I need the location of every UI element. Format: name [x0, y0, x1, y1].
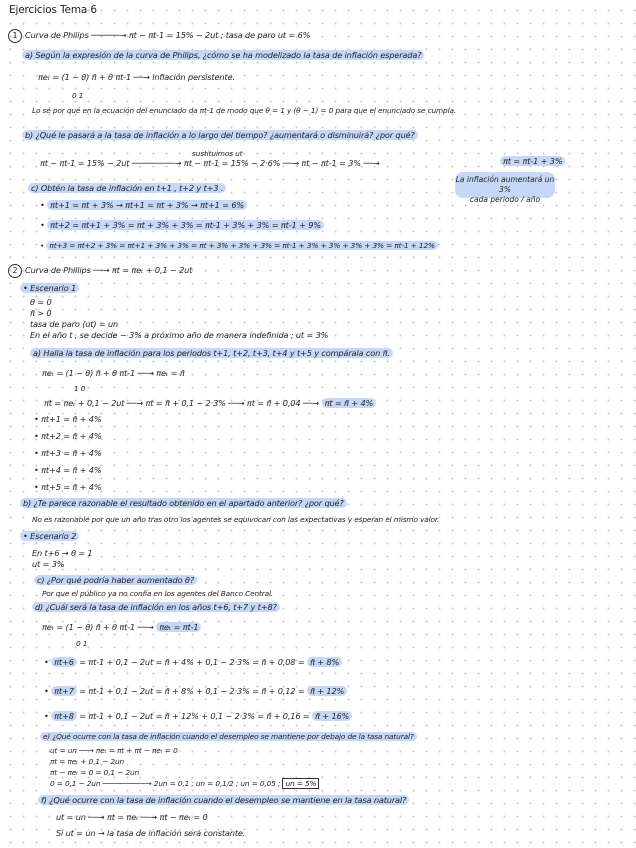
ex2-qa-eq: πeₜ = (1 − θ) π̄ + θ πt-1 ──→ πeₜ = π̄: [42, 368, 185, 378]
ex1-qb-note-2: cada periodo / año: [469, 195, 541, 204]
ex2-qe-l4-text: 0 = 0,1 − 2un ──────────→ 2un = 0,1 ; un = 0,1/2 ; un = 0,05 ;: [50, 779, 281, 788]
ex2-number: 2: [8, 264, 22, 278]
ex2-qe-text: e) ¿Qué ocurre con la tasa de inflación cuando el desempleo se mantiene por debajo de la tasa natural?: [40, 732, 417, 741]
ex2-qd-eq: [42, 622, 201, 633]
ex1-header-text: Curva de Philips ──────→ πt − πt-1 = 15% − 2ut ; tasa de paro ut = 6%: [25, 30, 311, 40]
ex1-qc-3-text: πt+3 = πt+2 + 3% = πt+1 + 3% + 3% = πt + 3% + 3% + 3% = πt-1 + 3% + 3% + 3% + 3% = πt-1 + 12%: [46, 241, 438, 250]
ex2-qe-l4: [50, 778, 319, 789]
ex2-qa-main-result: πt = π̄ + 4%: [322, 398, 377, 408]
ex2-esc1-l1: θ = 0: [30, 297, 52, 307]
ex2-qa-list-item-text: πt+2 = π̄ + 4%: [41, 431, 102, 441]
ex2-qd-3-expr: = πt-1 + 0,1 − 2ut = π̄ + 12% + 0,1 − 2·3% = π̄ + 0,16 =: [79, 711, 310, 721]
ex2-esc2-l2: ut = 3%: [32, 559, 65, 569]
ex2-qd-2-result: π̄ + 12%: [307, 686, 347, 696]
ex2-esc1-l4: En el año t , se decide − 3% a próximo año de manera indefinida ; ut = 3%: [30, 330, 329, 340]
ex2-esc2-l1: En t+6 → θ = 1: [32, 548, 93, 558]
ex2-qd: [32, 602, 280, 613]
ex2-qa-list-item-text: πt+4 = π̄ + 4%: [41, 465, 102, 475]
ex1-qc-1: • πt+1 = πt + 3% → πt+1 = πt + 3% → πt+1 = 6%: [40, 200, 247, 211]
ex2-qd-1-expr: = πt-1 + 0,1 − 2ut = π̄ + 4% + 0,1 − 2·3% = π̄ + 0,08 =: [79, 657, 305, 667]
ex2-qe-l2: πt = πeₜ + 0,1 − 2un: [50, 757, 125, 766]
ex1-qc-2-text: πt+2 = πt+1 + 3% = πt + 3% + 3% = πt-1 + 3% + 3% = πt-1 + 9%: [47, 220, 324, 230]
ex2-esc1-text: • Escenario 1: [20, 283, 79, 293]
ex2-qd-eq-text: πeₜ = (1 − θ) π̄ + θ πt-1 ──→: [42, 622, 154, 632]
ex1-qa-under: 0 1: [72, 91, 84, 100]
ex2-qa-text: a) Halla la tasa de inflación para los periodos t+1, t+2, t+3, t+4 y t+5 y compárala con π̄.: [30, 348, 393, 358]
ex2-header: [8, 264, 192, 278]
ex2-qa-list-item: • πt+2 = π̄ + 4%: [34, 431, 102, 441]
ex2-qd-3: • πt+8 = πt-1 + 0,1 − 2ut = π̄ + 12% + 0,1 − 2·3% = π̄ + 0,16 = π̄ + 16%: [44, 711, 352, 722]
ex1-qb-result-text: πt = πt-1 + 3%: [500, 156, 565, 166]
ex2-qb: [20, 498, 347, 509]
ex1-qc-text: c) Obtén la tasa de inflación en t+1 , t+2 y t+3 .: [28, 183, 226, 193]
ex2-qd-2: • πt+7 = πt-1 + 0,1 − 2ut = π̄ + 8% + 0,1 − 2·3% = π̄ + 0,12 = π̄ + 12%: [44, 686, 347, 697]
ex2-qd-under: 0 1: [76, 639, 88, 648]
ex1-qb-result: [500, 156, 565, 167]
ex2-qe-l3: πt − πeₜ = 0 = 0,1 − 2un: [50, 768, 140, 777]
ex1-header: [8, 29, 310, 43]
ex1-qb: [22, 130, 418, 141]
ex2-qd-1-label: πt+6: [51, 657, 77, 667]
ex2-qa-list-item-text: πt+5 = π̄ + 4%: [41, 482, 102, 492]
ex1-qc-1-text: πt+1 = πt + 3% → πt+1 = πt + 3% → πt+1 = 6%: [47, 200, 247, 210]
ex1-qb-note: [455, 175, 555, 205]
ex1-qc: [28, 183, 226, 194]
ex2-header-text: Curva de Phillips ──→ πt = πeₜ + 0,1 − 2ut: [25, 265, 193, 275]
ex2-qa-list-item: • πt+4 = π̄ + 4%: [34, 465, 102, 475]
ex2-qc-answer: Por que el público ya no confía en los agentes del Banco Central.: [42, 589, 274, 598]
ex2-qb-answer: No es razonable por que un año tras otro los agentes se equivocan con las expectativas y esperan el mismo valor.: [32, 515, 440, 524]
ex2-qe-boxed-result: un = 5%: [282, 778, 319, 789]
ex2-qa-under: 1 0: [74, 384, 86, 393]
ex2-qd-eq-result: πeₜ = πt-1: [156, 622, 201, 632]
ex2-qe: [40, 731, 417, 742]
ex2-qa-main-text: πt = πeₜ + 0,1 − 2ut ──→ πt = π̄ + 0,1 − 2·3% ──→ πt = π̄ + 0,04 ──→: [44, 398, 320, 408]
ex1-number: 1: [8, 29, 22, 43]
ex2-esc1-l2: π̄ > 0: [30, 308, 52, 318]
ex2-qc-text: c) ¿Por qué podría haber aumentado θ?: [34, 575, 197, 585]
ex2-qa-list-item: • πt+3 = π̄ + 4%: [34, 448, 102, 458]
ex2-qf: [38, 795, 409, 806]
ex2-qd-3-label: πt+8: [51, 711, 77, 721]
ex2-qf-l1: ut = un ──→ πt = πeₜ ──→ πt − πeₜ = 0: [56, 812, 208, 822]
ex2-qa-list-item: • πt+5 = π̄ + 4%: [34, 482, 102, 492]
ex1-qb-note-1: La inflación aumentará un 3%: [455, 175, 555, 194]
page-title: Ejercicios Tema 6: [9, 4, 97, 16]
ex2-qd-text: d) ¿Cuál será la tasa de inflación en los años t+6, t+7 y t+8?: [32, 602, 280, 612]
ex2-qc: [34, 575, 197, 586]
ex2-qa-list-item-text: πt+3 = π̄ + 4%: [41, 448, 102, 458]
ex2-qb-text: b) ¿Te parece razonable el resultado obtenido en el apartado anterior? ¿por qué?: [20, 498, 347, 508]
ex2-esc1-l3: tasa de paro (ut) = un: [30, 319, 119, 329]
ex1-qc-3: • πt+3 = πt+2 + 3% = πt+1 + 3% + 3% = πt + 3% + 3% + 3% = πt-1 + 3% + 3% + 3% + 3% = πt-1 + 12%: [40, 240, 438, 251]
ex2-esc2-text: • Escenario 2: [20, 531, 79, 541]
ex2-qd-3-result: π̄ + 16%: [312, 711, 352, 721]
ex2-esc2: [20, 531, 79, 542]
ex1-qb-text: b) ¿Qué le pasará a la tasa de inflación a lo largo del tiempo? ¿aumentará o disminuirá? ¿por qué?: [22, 130, 418, 140]
ex2-qf-text: f) ¿Qué ocurre con la tasa de inflación cuando el desempleo se mantiene en la tasa natural?: [38, 795, 409, 805]
ex2-qf-l2: Si ut = un → la tasa de inflación será constante.: [56, 828, 246, 838]
ex2-esc1: [20, 283, 79, 294]
ex1-qb-eq: πt − πt-1 = 15% − 2ut ─────────→ πt − πt-1 = 15% − 2·6% ──→ πt − πt-1 = 3% ──→: [40, 158, 380, 168]
ex2-qd-1-result: π̄ + 8%: [307, 657, 342, 667]
ex2-qa-list-item: • πt+1 = π̄ + 4%: [34, 414, 102, 424]
ex1-qa-text: a) Según la expresión de la curva de Philips, ¿cómo se ha modelizado la tasa de inflación esperada?: [22, 50, 424, 60]
ex2-qe-l1: ut = un ──→ πeₜ = πt + πt − πeₜ = 0: [50, 746, 178, 755]
ex2-qd-2-label: πt+7: [51, 686, 77, 696]
ex2-qa-list-item-text: πt+1 = π̄ + 4%: [41, 414, 102, 424]
ex2-qa-main: [44, 398, 376, 409]
ex2-qd-1: • πt+6 = πt-1 + 0,1 − 2ut = π̄ + 4% + 0,1 − 2·3% = π̄ + 0,08 = π̄ + 8%: [44, 657, 342, 668]
ex2-qd-2-expr: = πt-1 + 0,1 − 2ut = π̄ + 8% + 0,1 − 2·3% = π̄ + 0,12 =: [79, 686, 305, 696]
ex1-qa-eq: πeₜ = (1 − θ) π̄ + θ πt-1 ──→ inflación persistente.: [38, 72, 235, 82]
ex1-qa: [22, 50, 424, 61]
ex1-qb-arrow-label: sustituimos ut: [192, 149, 243, 158]
ex1-qa-answer: Lo sé por qué en la ecuación del enunciado da πt-1 de modo que θ = 1 y (θ − 1) = 0 para que el enunciado se cumpla.: [32, 106, 457, 115]
ex2-qa: [30, 348, 393, 359]
ex1-qc-2: • πt+2 = πt+1 + 3% = πt + 3% + 3% = πt-1 + 3% + 3% = πt-1 + 9%: [40, 220, 324, 231]
